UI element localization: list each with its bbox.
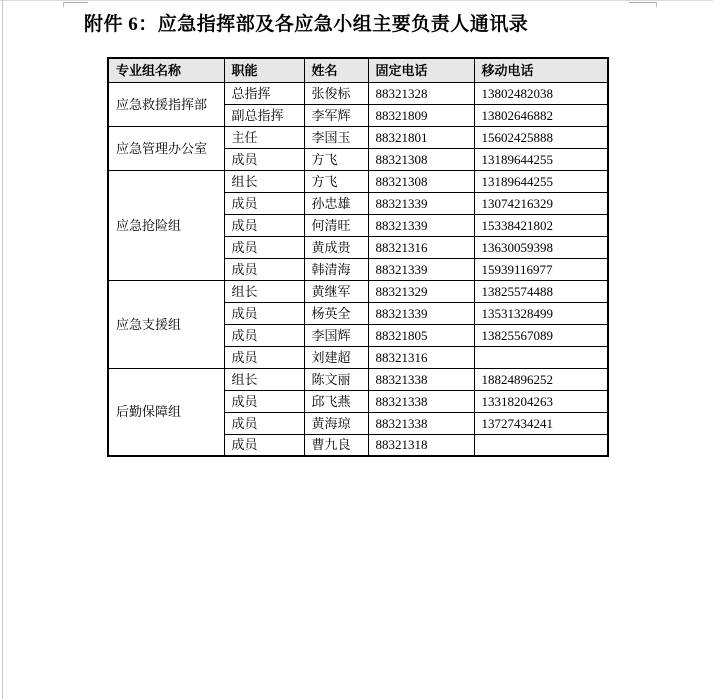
text-boundary-tick-top-left: [63, 2, 64, 7]
role-cell: 成员: [224, 346, 304, 368]
mobile-cell: 15939116977: [474, 258, 608, 280]
page-title: 附件 6：应急指挥部及各应急小组主要负责人通讯录: [84, 14, 529, 35]
role-cell: 成员: [224, 302, 304, 324]
person-name-cell: 刘建超: [304, 346, 368, 368]
text-boundary-mark-top-left: [63, 2, 88, 3]
table-row: [108, 170, 608, 192]
role-cell: 成员: [224, 148, 304, 170]
mobile-cell: 18824896252: [474, 368, 608, 390]
page-left-edge-line: [2, 0, 3, 699]
landline-cell: 88321339: [368, 258, 474, 280]
landline-cell: 88321308: [368, 148, 474, 170]
person-name-cell: 李军辉: [304, 104, 368, 126]
role-cell: 组长: [224, 170, 304, 192]
person-name-cell: 孙忠雄: [304, 192, 368, 214]
mobile-cell: 13802482038: [474, 82, 608, 104]
person-name-cell: 邱飞燕: [304, 390, 368, 412]
mobile-cell: [474, 346, 608, 368]
mobile-cell: 13318204263: [474, 390, 608, 412]
landline-cell: 88321805: [368, 324, 474, 346]
mobile-cell: 13531328499: [474, 302, 608, 324]
person-name-cell: 黄海琼: [304, 412, 368, 434]
group-name-cell: 应急抢险组: [108, 170, 224, 280]
landline-cell: 88321809: [368, 104, 474, 126]
mobile-cell: 13630059398: [474, 236, 608, 258]
group-name-cell: 应急管理办公室: [108, 126, 224, 170]
landline-cell: 88321316: [368, 236, 474, 258]
header-row: [108, 58, 608, 82]
landline-cell: 88321338: [368, 390, 474, 412]
landline-cell: 88321329: [368, 280, 474, 302]
role-cell: 组长: [224, 280, 304, 302]
landline-cell: 88321316: [368, 346, 474, 368]
person-name-cell: 黄成贵: [304, 236, 368, 258]
header-role: 职能: [224, 58, 304, 82]
landline-cell: 88321801: [368, 126, 474, 148]
group-name-cell: 应急支援组: [108, 280, 224, 368]
role-cell: 成员: [224, 412, 304, 434]
person-name-cell: 杨英全: [304, 302, 368, 324]
person-name-cell: 方飞: [304, 148, 368, 170]
page-top-edge-line: [0, 0, 713, 1]
person-name-cell: 何清旺: [304, 214, 368, 236]
role-cell: 成员: [224, 258, 304, 280]
role-cell: 成员: [224, 214, 304, 236]
text-boundary-tick-top-right: [656, 2, 657, 7]
person-name-cell: 黄继军: [304, 280, 368, 302]
table-row: [108, 280, 608, 302]
landline-cell: 88321338: [368, 412, 474, 434]
landline-cell: 88321339: [368, 302, 474, 324]
text-boundary-mark-top-right: [629, 2, 657, 3]
landline-cell: 88321339: [368, 192, 474, 214]
mobile-cell: 13825574488: [474, 280, 608, 302]
group-name-cell: 应急救援指挥部: [108, 82, 224, 126]
person-name-cell: 韩清海: [304, 258, 368, 280]
landline-cell: 88321308: [368, 170, 474, 192]
header-person-name: 姓名: [304, 58, 368, 82]
role-cell: 副总指挥: [224, 104, 304, 126]
landline-cell: 88321328: [368, 82, 474, 104]
table-row: [108, 126, 608, 148]
role-cell: 成员: [224, 192, 304, 214]
mobile-cell: 13189644255: [474, 170, 608, 192]
landline-cell: 88321338: [368, 368, 474, 390]
person-name-cell: 李国玉: [304, 126, 368, 148]
mobile-cell: 13074216329: [474, 192, 608, 214]
landline-cell: 88321339: [368, 214, 474, 236]
role-cell: 成员: [224, 434, 304, 456]
person-name-cell: 张俊标: [304, 82, 368, 104]
mobile-cell: 15338421802: [474, 214, 608, 236]
table-row: [108, 368, 608, 390]
role-cell: 成员: [224, 236, 304, 258]
person-name-cell: 李国辉: [304, 324, 368, 346]
contact-table: [107, 57, 609, 457]
person-name-cell: 方飞: [304, 170, 368, 192]
header-mobile: 移动电话: [474, 58, 608, 82]
mobile-cell: 15602425888: [474, 126, 608, 148]
role-cell: 组长: [224, 368, 304, 390]
role-cell: 主任: [224, 126, 304, 148]
role-cell: 成员: [224, 390, 304, 412]
group-name-cell: 后勤保障组: [108, 368, 224, 456]
mobile-cell: 13802646882: [474, 104, 608, 126]
mobile-cell: [474, 434, 608, 456]
table-row: [108, 82, 608, 104]
landline-cell: 88321318: [368, 434, 474, 456]
header-landline: 固定电话: [368, 58, 474, 82]
mobile-cell: 13189644255: [474, 148, 608, 170]
header-group-name: 专业组名称: [108, 58, 224, 82]
mobile-cell: 13727434241: [474, 412, 608, 434]
role-cell: 总指挥: [224, 82, 304, 104]
role-cell: 成员: [224, 324, 304, 346]
mobile-cell: 13825567089: [474, 324, 608, 346]
person-name-cell: 曹九良: [304, 434, 368, 456]
person-name-cell: 陈文丽: [304, 368, 368, 390]
